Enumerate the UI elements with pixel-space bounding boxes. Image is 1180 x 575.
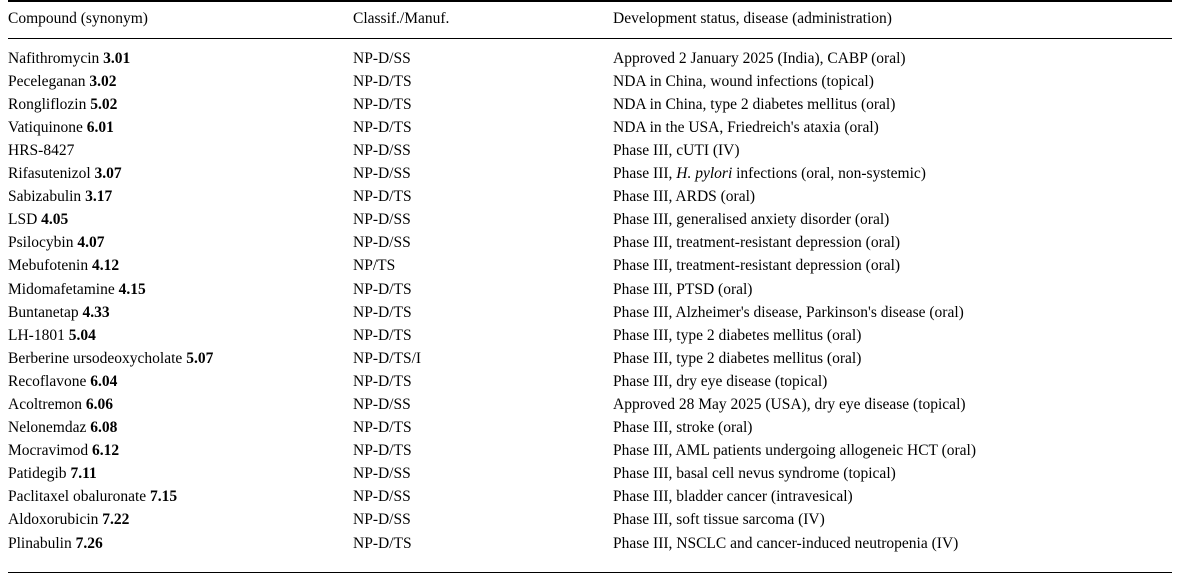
cell-classif: NP-D/TS (353, 534, 412, 552)
status-species-name: H. pylori (676, 165, 733, 183)
compound-name: LH-1801 (8, 326, 69, 344)
compound-name: Mebufotenin (8, 257, 92, 275)
cell-compound (8, 232, 353, 255)
table-row (8, 440, 1172, 463)
table-row (8, 163, 1172, 186)
cell-classif: NP-D/TS (353, 280, 412, 298)
table-row (8, 232, 1172, 255)
status-text: Phase III, NSCLC and cancer-induced neutropenia (IV) (613, 534, 959, 552)
cell-status (613, 38, 1172, 71)
cell-status (613, 186, 1172, 209)
compound-number: 4.07 (77, 234, 105, 252)
cell-compound (8, 440, 353, 463)
status-text: Phase III, cUTI (IV) (613, 141, 740, 159)
compound-number: 6.12 (91, 442, 120, 460)
cell-compound (8, 117, 353, 140)
cell-status (613, 509, 1172, 532)
column-header-compound: Compound (synonym) (8, 1, 353, 38)
cell-compound (8, 255, 353, 278)
cell-classif: NP-D/TS (353, 118, 412, 136)
cell-compound (8, 371, 353, 394)
column-header-status: Development status, disease (administration) (613, 1, 1172, 38)
compound-number: 4.15 (118, 280, 146, 298)
status-text: Phase III, Alzheimer's disease, Parkinson's disease (oral) (613, 303, 964, 321)
cell-classif: NP-D/SS (353, 141, 411, 159)
compound-name: Mocravimod (8, 442, 92, 460)
table-row (8, 94, 1172, 117)
compound-development-table (8, 0, 1172, 556)
cell-compound (8, 394, 353, 417)
table-row (8, 71, 1172, 94)
compound-name: Nelonemdaz (8, 419, 91, 437)
compound-number: 3.17 (85, 188, 113, 206)
table-row (8, 486, 1172, 509)
cell-classif: NP-D/TS (353, 303, 412, 321)
cell-status (613, 278, 1172, 301)
cell-classif: NP-D/SS (353, 465, 411, 483)
compound-name: Vatiquinone (8, 118, 87, 136)
status-text: Phase III, (613, 165, 677, 183)
compound-name: Sabizabulin (8, 188, 86, 206)
compound-number: 4.12 (91, 257, 120, 275)
status-text: Phase III, stroke (oral) (613, 419, 753, 437)
compound-number: 7.15 (150, 488, 178, 506)
status-text: Phase III, treatment-resistant depression (oral) (613, 234, 901, 252)
cell-compound (8, 463, 353, 486)
compound-name: Recoflavone (8, 372, 91, 390)
cell-status (613, 302, 1172, 325)
cell-compound (8, 486, 353, 509)
cell-status (613, 117, 1172, 140)
compound-name: HRS-8427 (8, 141, 75, 159)
table-bottom-rule (8, 572, 1172, 573)
cell-compound (8, 509, 353, 532)
status-text: Approved 2 January 2025 (India), CABP (oral) (613, 49, 906, 67)
compound-name: Midomafetamine (8, 280, 119, 298)
cell-classif: NP-D/SS (353, 511, 411, 529)
cell-compound (8, 278, 353, 301)
cell-compound (8, 71, 353, 94)
table-row (8, 255, 1172, 278)
compound-name: Plinabulin (8, 534, 76, 552)
cell-classif: NP-D/SS (353, 234, 411, 252)
compound-number: 3.01 (103, 49, 131, 67)
compound-number: 7.22 (102, 511, 130, 529)
status-text: Phase III, AML patients undergoing allogeneic HCT (oral) (613, 442, 977, 460)
cell-status (613, 325, 1172, 348)
table-row (8, 394, 1172, 417)
compound-name: Nafithromycin (8, 49, 104, 67)
compound-number: 3.07 (94, 165, 122, 183)
compound-name: Rifasutenizol (8, 165, 95, 183)
cell-status (613, 71, 1172, 94)
cell-status (613, 371, 1172, 394)
compound-number: 7.11 (70, 465, 97, 483)
status-text: Phase III, basal cell nevus syndrome (topical) (613, 465, 896, 483)
table-row (8, 140, 1172, 163)
status-text: Phase III, dry eye disease (topical) (613, 372, 828, 390)
status-text: Phase III, treatment-resistant depression (oral) (613, 257, 901, 275)
cell-compound (8, 38, 353, 71)
table-body (8, 38, 1172, 555)
cell-classif: NP-D/SS (353, 49, 411, 67)
cell-status (613, 463, 1172, 486)
cell-classif: NP/TS (353, 257, 396, 275)
compound-number: 4.33 (82, 303, 110, 321)
status-text: Phase III, PTSD (oral) (613, 280, 753, 298)
compound-name: Peceleganan (8, 72, 90, 90)
table-row (8, 348, 1172, 371)
status-text: Approved 28 May 2025 (USA), dry eye disease (topical) (613, 396, 966, 413)
cell-compound (8, 417, 353, 440)
cell-classif: NP-D/TS (353, 72, 412, 90)
compound-name: Aldoxorubicin (8, 511, 103, 529)
table-row (8, 532, 1172, 555)
compound-number: 6.06 (85, 396, 114, 413)
cell-compound (8, 532, 353, 555)
cell-classif: NP-D/SS (353, 396, 411, 413)
cell-status (613, 348, 1172, 371)
cell-compound (8, 348, 353, 371)
cell-compound (8, 209, 353, 232)
status-text: Phase III, type 2 diabetes mellitus (oral) (613, 349, 862, 367)
status-text-tail: infections (oral, non-systemic) (732, 165, 926, 183)
compound-number: 5.02 (90, 95, 118, 113)
compound-number: 7.26 (75, 534, 103, 552)
table-header (8, 1, 1172, 38)
cell-classif: NP-D/TS (353, 95, 412, 113)
cell-classif: NP-D/TS (353, 188, 412, 206)
cell-status (613, 255, 1172, 278)
compound-name: Rongliflozin (8, 95, 91, 113)
cell-classif: NP-D/SS (353, 488, 411, 506)
cell-status (613, 486, 1172, 509)
compound-number: 5.07 (186, 349, 214, 367)
cell-classif: NP-D/TS (353, 326, 412, 344)
cell-classif: NP-D/TS (353, 419, 412, 437)
table-row (8, 371, 1172, 394)
cell-compound (8, 325, 353, 348)
cell-compound (8, 163, 353, 186)
compound-name: Berberine ursodeoxycholate (8, 349, 187, 367)
status-text: NDA in China, wound infections (topical) (613, 72, 874, 90)
status-text: Phase III, type 2 diabetes mellitus (oral) (613, 326, 862, 344)
cell-classif: NP-D/TS/I (353, 349, 422, 367)
compound-name: Psilocybin (8, 234, 78, 252)
compound-number: 6.04 (90, 372, 118, 390)
compound-number: 3.02 (89, 72, 117, 90)
status-text: Phase III, generalised anxiety disorder (oral) (613, 211, 890, 229)
table-row (8, 302, 1172, 325)
compound-number: 5.04 (68, 326, 96, 344)
table-row (8, 186, 1172, 209)
cell-classif: NP-D/SS (353, 165, 411, 183)
status-text: Phase III, soft tissue sarcoma (IV) (613, 511, 825, 529)
cell-classif: NP-D/TS (353, 442, 412, 460)
cell-compound (8, 94, 353, 117)
compound-number: 4.05 (41, 211, 69, 229)
cell-compound (8, 186, 353, 209)
cell-classif: NP-D/SS (353, 211, 411, 229)
table-row (8, 463, 1172, 486)
cell-status (613, 163, 1172, 186)
cell-status (613, 394, 1172, 417)
header-row (8, 1, 1172, 38)
cell-status (613, 232, 1172, 255)
compound-name: Buntanetap (8, 303, 83, 321)
status-text: NDA in China, type 2 diabetes mellitus (oral) (613, 95, 896, 113)
table-row (8, 117, 1172, 140)
cell-status (613, 209, 1172, 232)
cell-classif: NP-D/TS (353, 372, 412, 390)
status-text: NDA in the USA, Friedreich's ataxia (oral) (613, 118, 879, 136)
table-row (8, 325, 1172, 348)
compound-number: 6.08 (90, 419, 118, 437)
table-row (8, 278, 1172, 301)
status-text: Phase III, bladder cancer (intravesical) (613, 488, 853, 506)
compound-name: LSD (8, 211, 42, 229)
compound-name: Patidegib (8, 465, 71, 483)
compound-number: 6.01 (86, 118, 114, 136)
cell-status (613, 532, 1172, 555)
status-text: Phase III, ARDS (oral) (613, 188, 756, 206)
cell-status (613, 440, 1172, 463)
cell-compound (8, 140, 353, 163)
cell-status (613, 417, 1172, 440)
table-row (8, 209, 1172, 232)
table-row (8, 38, 1172, 71)
table-row (8, 417, 1172, 440)
compound-name: Acoltremon (8, 396, 86, 413)
column-header-classif: Classif./Manuf. (353, 1, 613, 38)
cell-status (613, 94, 1172, 117)
compound-name: Paclitaxel obaluronate (8, 488, 151, 506)
table-row (8, 509, 1172, 532)
cell-compound (8, 302, 353, 325)
cell-status (613, 140, 1172, 163)
